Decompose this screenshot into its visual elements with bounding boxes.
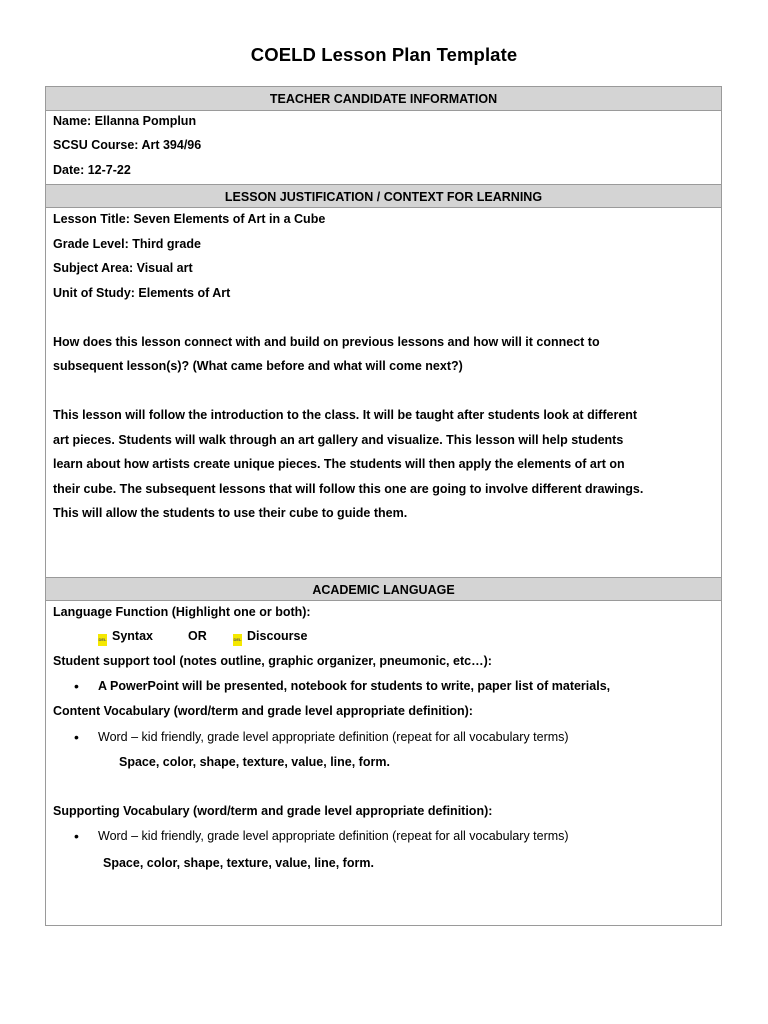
- lesson-title: Lesson Title: Seven Elements of Art in a Cube: [53, 212, 326, 226]
- connection-answer-line: This will allow the students to use their cube to guide them.: [53, 506, 408, 520]
- document-title: COELD Lesson Plan Template: [250, 44, 518, 65]
- highlight-mark-icon: DEL: [233, 634, 242, 646]
- content-vocab-instruction: Word – kid friendly, grade level appropriate definition (repeat for all vocabulary terms): [98, 730, 569, 744]
- discourse-option: [233, 628, 307, 646]
- connection-question-line: subsequent lesson(s)? (What came before and what will come next?): [53, 359, 463, 373]
- lesson-plan-form: [45, 86, 722, 926]
- section-header-justification: LESSON JUSTIFICATION / CONTEXT FOR LEARNING: [46, 184, 721, 208]
- content-vocab-terms: Space, color, shape, texture, value, line, form.: [119, 755, 390, 769]
- connection-answer-line: their cube. The subsequent lessons that will follow this one are going to involve different drawings.: [53, 482, 644, 496]
- discourse-label: Discourse: [247, 629, 308, 643]
- language-function: Language Function (Highlight one or both):: [53, 605, 311, 619]
- grade-level: Grade Level: Third grade: [53, 237, 201, 251]
- connection-question-line: How does this lesson connect with and build on previous lessons and how will it connect to: [53, 335, 600, 349]
- or-label: OR: [188, 629, 207, 643]
- scsu-course: SCSU Course: Art 394/96: [53, 138, 202, 152]
- supporting-vocabulary: Supporting Vocabulary (word/term and grade level appropriate definition):: [53, 804, 493, 818]
- supporting-vocab-instruction: Word – kid friendly, grade level appropriate definition (repeat for all vocabulary terms): [98, 829, 569, 843]
- section-header-teacher-info: TEACHER CANDIDATE INFORMATION: [46, 87, 721, 111]
- section-header-academic-language: ACADEMIC LANGUAGE: [46, 577, 721, 601]
- lesson-date: Date: 12-7-22: [53, 163, 131, 177]
- supporting-vocab-terms: Space, color, shape, texture, value, line, form.: [103, 856, 374, 870]
- syntax-label: Syntax: [112, 629, 153, 643]
- teacher-name: Name: Ellanna Pomplun: [53, 114, 197, 128]
- bullet-icon: •: [74, 678, 79, 694]
- connection-answer-line: This lesson will follow the introduction to the class. It will be taught after students look at different: [53, 408, 638, 422]
- connection-answer-line: art pieces. Students will walk through an art gallery and visualize. This lesson will help students: [53, 433, 624, 447]
- support-tool-item: A PowerPoint will be presented, notebook for students to write, paper list of materials,: [98, 679, 611, 693]
- student-support-tool: Student support tool (notes outline, graphic organizer, pneumonic, etc…):: [53, 654, 492, 668]
- content-vocabulary: Content Vocabulary (word/term and grade level appropriate definition):: [53, 704, 473, 718]
- syntax-option: [98, 628, 153, 646]
- connection-answer-line: learn about how artists create unique pieces. The students will then apply the elements of art on: [53, 457, 625, 471]
- bullet-icon: •: [74, 729, 79, 745]
- unit-of-study: Unit of Study: Elements of Art: [53, 286, 231, 300]
- highlight-mark-icon: DEL: [98, 634, 107, 646]
- subject-area: Subject Area: Visual art: [53, 261, 193, 275]
- bullet-icon: •: [74, 828, 79, 844]
